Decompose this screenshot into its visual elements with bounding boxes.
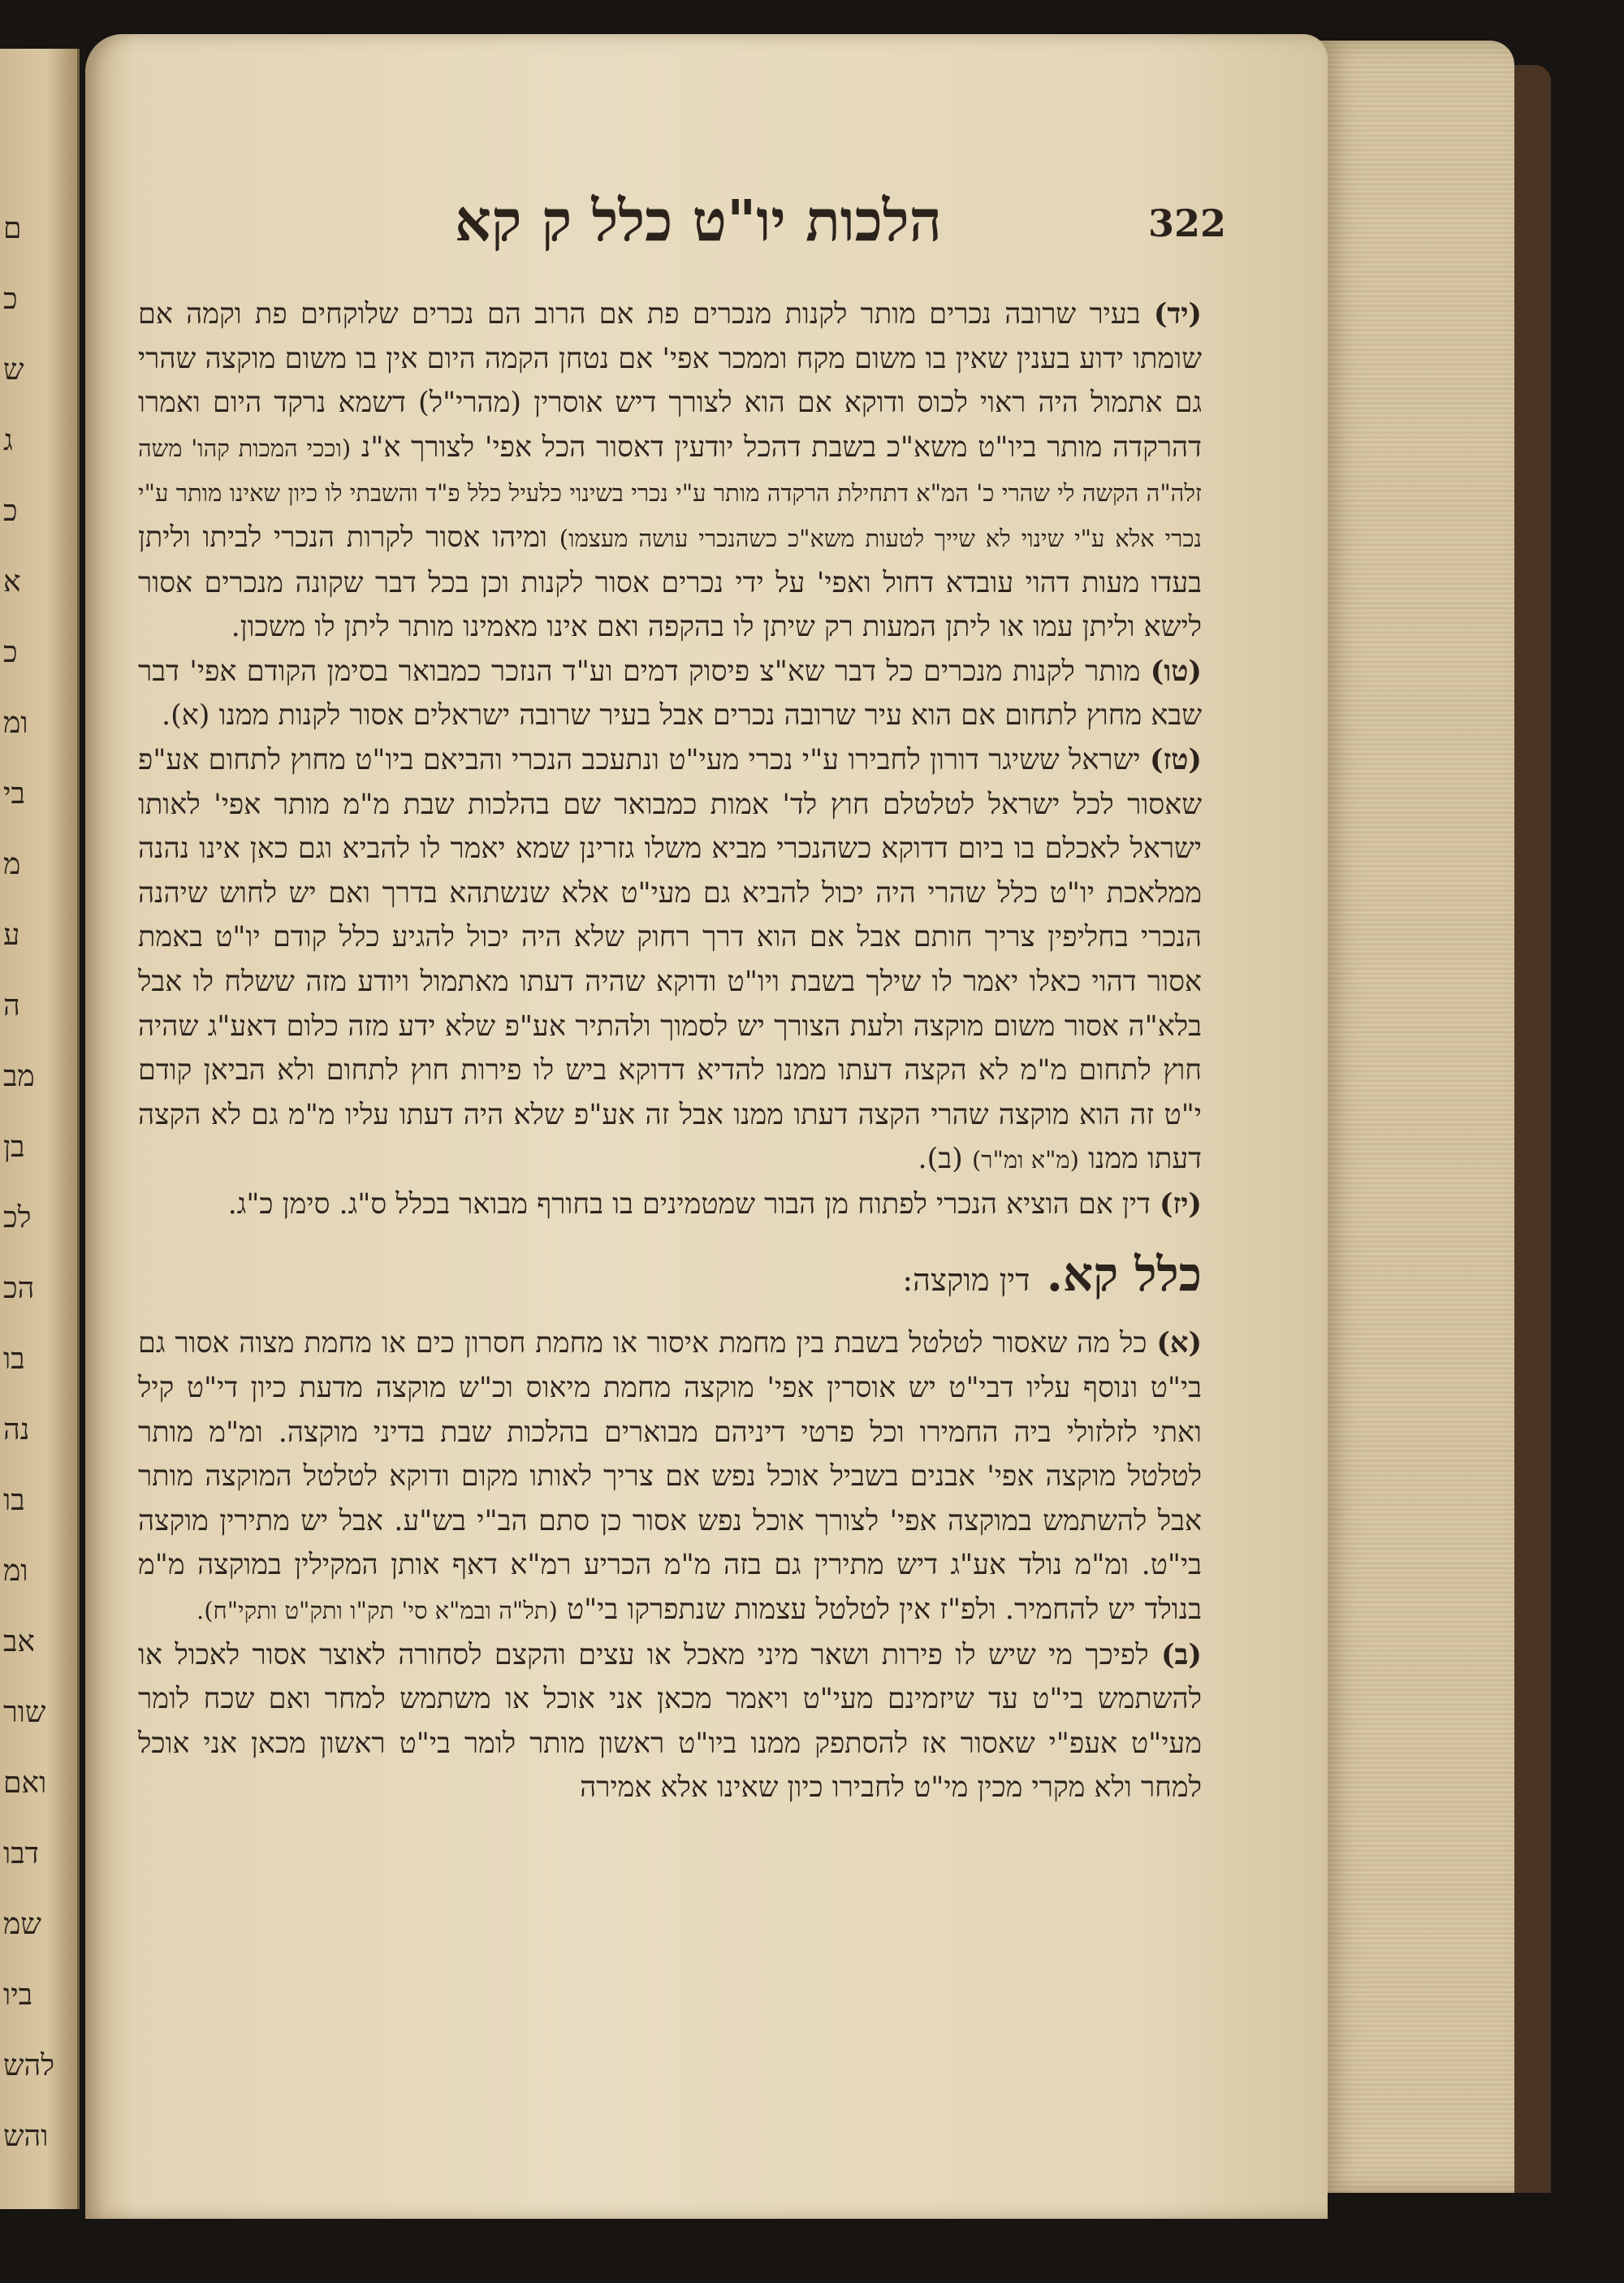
facing-page-fragment: דבו xyxy=(3,1837,39,1870)
paragraph xyxy=(138,1183,1202,1227)
paragraph-marker: (יז) xyxy=(1159,1187,1202,1221)
paragraph-note: (תל"ה ובמ"א סי' תק"ו ותק"ט ותקי"ח). xyxy=(197,1597,558,1625)
facing-page-fragment: מב xyxy=(3,1060,35,1093)
paragraph-marker: (ב) xyxy=(1161,1637,1202,1671)
facing-page-fragment: ה xyxy=(3,989,20,1023)
facing-page-fragment: כ xyxy=(3,283,18,316)
paragraphs-section-101 xyxy=(138,1321,1202,1810)
facing-page-fragment: ואם xyxy=(3,1766,47,1800)
paragraph xyxy=(138,1321,1202,1632)
facing-page-fragment: להש xyxy=(3,2049,55,2082)
paragraph-text-continued: ומיהו אסור לקרות הנכרי לביתו וליתן בעדו מעות דהוי עובדא דחול ואפי' על ידי נכרים אסור לקנות וכן בכל דבר שקונה מנכרים אסור לישא וליתן עמו או ליתן המעות רק שיתן לו בהקפה ואם אינו מאמינו מותר ליתן לו משכון. xyxy=(138,521,1202,644)
facing-page-fragment: שור xyxy=(3,1696,46,1729)
page-number: 322 xyxy=(1147,201,1226,245)
paragraph-text: בעיר שרובה נכרים מותר לקנות מנכרים פת אם הרוב הם נכרים שלוקחים פת וקמה אם שומתו ידוע בענין שאין בו משום מקח וממכר אפי' אם נטחן הקמה היום אין בו משום מוקצה שהרי גם אתמול היה ראוי לכוס ודוקא אם הוא לצורך דיש אוסרין (מהרי"ל) דשמא נרקד היום ואמרו דהרקדה מותר ביו"ט משא"כ בשבת דהכל יודעין דאסור הכל אפי' לצורך א"נ xyxy=(138,298,1202,464)
section-subtitle: דין מוקצה: xyxy=(902,1262,1030,1299)
facing-page-fragment: ביו xyxy=(3,1978,32,2012)
facing-page-fragment: לכ xyxy=(3,1201,32,1234)
page-block-edges xyxy=(1320,41,1514,2193)
facing-page-fragment: אב xyxy=(3,1625,35,1658)
facing-page-fragment: בו xyxy=(3,1343,25,1376)
paragraph xyxy=(138,738,1202,1183)
facing-page-fragment: כ xyxy=(3,495,18,528)
facing-page-fragment: ש xyxy=(3,353,24,387)
facing-page-fragment: והש xyxy=(3,2120,49,2153)
paragraph-note: (מ"א ומ"ר) xyxy=(971,1146,1079,1174)
section-heading xyxy=(138,1238,1202,1317)
facing-page-fragment: שמ xyxy=(3,1908,41,1941)
facing-page-fragment: ומ xyxy=(3,707,28,740)
paragraph xyxy=(138,292,1202,650)
paragraph-text: ישראל ששיגר דורון לחבירו ע"י נכרי מעי"ט ונתעכב הנכרי והביאם ביו"ט מחוץ לתחום אע"פ שאסור לכל ישראל לטלטלם חוץ לד' אמות כמבואר שם בהלכות שבת מ"מ מותר אפי' לאותו ישראל לאכלם בו ביום דדוקא כשהנכרי מביא משלו גזרינן שמא יאמר לו להביא וגם כאן אינו נהנה ממלאכת יו"ט כלל שהרי היה יכול להביא גם מעי"ט אלא שנשתהא בדרך ואם יש לחוש שיהנה הנכרי בחליפין צריך חותם אבל אם הוא דרך רחוק שלא היה יכול להגיע כלל קודם יו"ט באמת אסור דהוי כאלו יאמר לו שילך בשבת ויו"ט ודוקא שהיה דעתו מאתמול ויודע מזה ששלח לו אבל בלא"ה אסור משום מוקצה ולעת הצורך יש לסמוך ולהתיר אע"פ שלא ידע מזה כלום דאע"ג שהיה חוץ לתחום מ"מ לא הקצה דעתו ממנו להדיא דדוקא ביש לו פירות חוץ לתחום ולא הביאן קודם י"ט זה הוא מוקצה שהרי הקצה דעתו ממנו אבל זה אע"פ שלא היה דעתו עליו מ"מ גם לא הקצה דעתו ממנו xyxy=(138,743,1202,1176)
facing-page-fragment: נה xyxy=(3,1413,30,1446)
paragraph-marker: (טו) xyxy=(1150,654,1202,688)
facing-page-fragment: בו xyxy=(3,1484,25,1517)
facing-page-fragment: ומ xyxy=(3,1554,28,1588)
paragraph-text: כל מה שאסור לטלטל בשבת בין מחמת איסור או מחמת חסרון כים או מחמת מצוה אסור גם בי"ט ונוסף עליו דבי"ט יש אוסרין אפי' מוקצה מחמת מיאוס וכ"ש מוקצה מדעת כיון די"ט קיל ואתי לזלזולי ביה החמירו וכל פרטי דיניהם מבוארים בהלכות שבת בדיני מוקצה. ומ"מ מותר לטלטל מוקצה אפי' אבנים בשביל אוכל נפש אם צריך לאותו מקום ודוקא לטלטל המוקצה מותר אבל להשתמש במוקצה אפי' לצורך אוכל נפש אסור כן סתם הב"י בש"ע. אבל יש מתירין מוקצה בי"ט. ומ"מ נולד אע"ג דיש מתירין גם בזה מ"מ הכריע רמ"א דאף אותן המקילין במוקצה מ"מ בנולד יש להחמיר. ולפ"ז אין לטלטל עצמות שנתפרקו בי"ט xyxy=(138,1327,1202,1627)
facing-page-fragment: הכ xyxy=(3,1272,35,1305)
paragraph xyxy=(138,1633,1202,1810)
page-header xyxy=(162,187,1226,276)
running-head: הלכות יו"ט כלל ק קא xyxy=(455,187,942,254)
paragraphs-section-100 xyxy=(138,292,1202,1226)
facing-page-fragment: בן xyxy=(3,1131,25,1164)
paragraph-note: (וככי המכות קהו' משה זלה"ה הקשה לי שהרי כ' המ"א דתחילת הרקדה מותר ע"י נכרי בשינוי כלעיל כלל פ"ד והשבתי לו כיון שאינו מותר ע"י נכרי אלא ע"י שינוי לא שייך לטעות משא"כ כשהנכרי עושה מעצמו) xyxy=(138,434,1202,552)
paragraph-text: לפיכך מי שיש לו פירות ושאר מיני מאכל או עצים והקצם לסחורה לאוצר אסור לאכול או להשתמש בי"ט עד שיזמינם מעי"ט ויאמר מכאן אני אוכל או משתמש למחר ואם שכח לומר מעי"ט אעפ"י שאסור אז להסתפק ממנו ביו"ט ראשון מותר לומר בי"ט ראשון מכאן אני אוכל למחר ולא מקרי מכין מי"ט לחבירו כיון שאינו אלא אמירה xyxy=(138,1638,1202,1805)
paragraph-marker: (א) xyxy=(1156,1326,1202,1360)
facing-page-fragment: ג xyxy=(3,424,13,457)
facing-page-edge xyxy=(0,49,80,2209)
paragraph-text-continued: (ב). xyxy=(918,1143,963,1176)
facing-page-fragment: כ xyxy=(3,636,18,669)
facing-page-fragment: מ xyxy=(3,848,21,881)
section-title: כלל קא. xyxy=(1046,1247,1202,1303)
facing-page-fragment: ע xyxy=(3,919,20,952)
body-text xyxy=(138,292,1202,1810)
paragraph xyxy=(138,650,1202,738)
paragraph-text: מותר לקנות מנכרים כל דבר שא"צ פיסוק דמים וע"ד הנזכר כמבואר בסימן הקודם אפי' דבר שבא מחוץ לתחום אם הוא עיר שרובה נכרים אבל בעיר שרובה ישראלים אסור לקנות ממנו (א). xyxy=(138,655,1202,733)
facing-page-fragment: בי xyxy=(3,777,25,811)
facing-page-fragment: א xyxy=(3,565,21,599)
paragraph-marker: (יד) xyxy=(1153,297,1202,331)
facing-page-fragment: ם xyxy=(3,212,22,245)
paragraph-text: דין אם הוציא הנכרי לפתוח מן הבור שמטמינים בו בחורף מבואר בכלל ס"ג. סימן כ"ג. xyxy=(227,1187,1151,1221)
paragraph-marker: (טז) xyxy=(1149,742,1202,776)
